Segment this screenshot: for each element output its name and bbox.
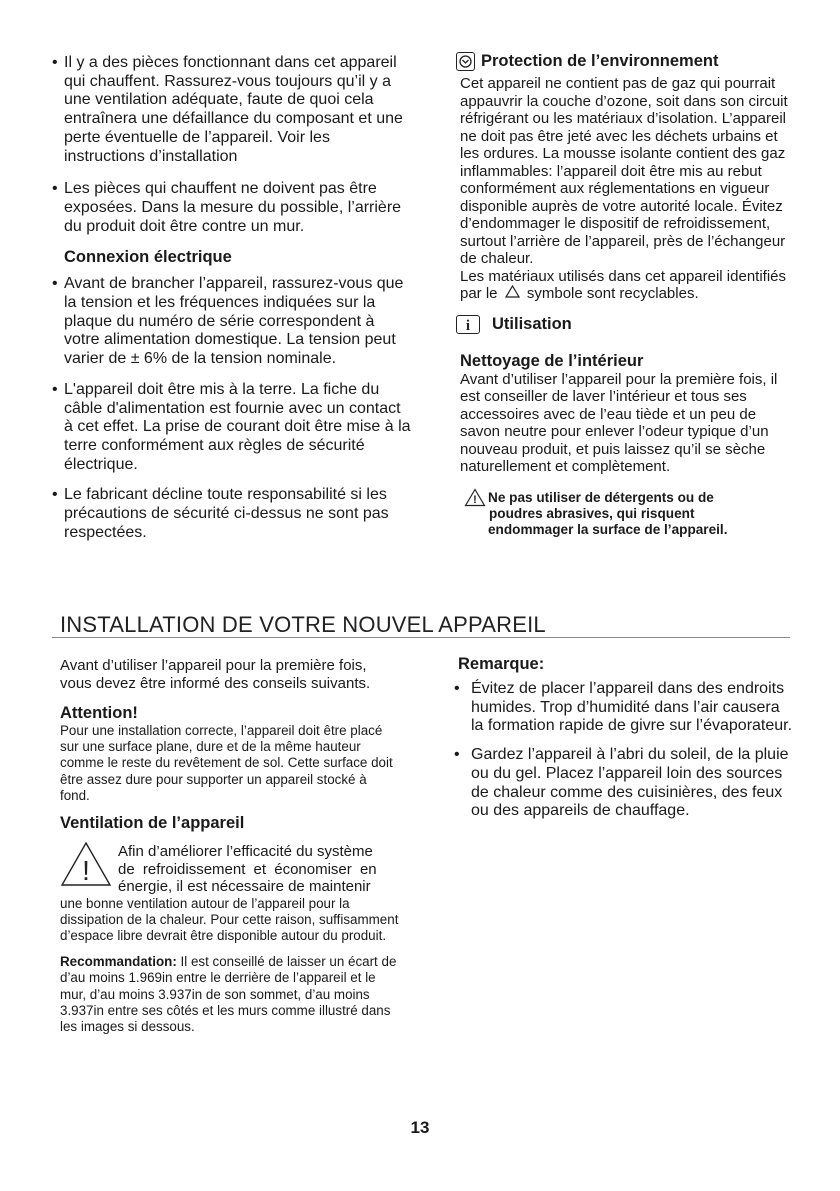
ventilation-heading: Ventilation de l’appareil <box>60 814 245 833</box>
recycle-text-before: Les matériaux utilisés dans cet appareil identifiés par le <box>460 267 787 302</box>
intro-text: Avant d’utiliser l’appareil pour la première fois, vous devez être informé des conseils suivants. <box>60 657 371 692</box>
utilisation-heading-row <box>456 315 791 334</box>
warning-line-3: endommager la surface de l’appareil. <box>488 522 728 538</box>
connexion-bullets <box>52 275 412 542</box>
list-item: • Gardez l’appareil à l’abri du soleil, de la pluie ou du gel. Placez l’appareil loin des sources de chaleur comme des cuisinières, des feux ou des appareils de chauffage. <box>454 746 794 821</box>
list-item: • Avant de brancher l’appareil, rassurez-vous que la tension et les fréquences indiquées sur la plaque du numéro de série correspondent à votre alimentation domestique. La tension peut varier de ± 6% de la tension nominale. <box>52 275 412 369</box>
detergent-warning <box>456 490 791 539</box>
recycle-icon <box>505 285 520 303</box>
env-heading-row <box>456 52 791 71</box>
recommandation-label: Recommandation: <box>60 954 177 970</box>
ventilation-line-1: Afin d’améliorer l’efficacité du système <box>118 843 373 861</box>
page-number: 13 <box>410 1118 430 1137</box>
ventilation-line-2: de refroidissement et économiser en <box>118 860 377 878</box>
attention-heading: Attention! <box>60 704 138 722</box>
recommandation-text <box>60 954 400 1035</box>
list-item: • L'appareil doit être mis à la terre. La fiche du câble d'alimentation est fournie avec un contact à cet effet. La prise de courant doit être mise à la terre conformément aux règles de sécurité électrique. <box>52 381 412 475</box>
svg-text:!: ! <box>82 855 90 887</box>
warning-line-2: poudres abrasives, qui risquent <box>489 505 695 521</box>
env-heading: Protection de l’environnement <box>481 52 719 70</box>
right-top-column <box>456 52 791 539</box>
list-item: • Le fabricant décline toute responsabilité si les précautions de sécurité ci-dessus ne sont pas respectées. <box>52 486 412 542</box>
recycle-text-after: symbole sont recyclables. <box>526 285 699 302</box>
warning-line-1: Ne pas utiliser de détergents ou de <box>488 489 714 505</box>
section-divider <box>52 637 790 638</box>
list-item: • Les pièces qui chauffent ne doivent pas être exposées. Dans la mesure du possible, l’arrière du produit doit être contre un mur. <box>52 180 412 236</box>
env-text: Cet appareil ne contient pas de gaz qui pourrait appauvrir la couche d’ozone, soit dans son circuit réfrigérant ou les matériaux d’isolation. L’appareil ne doit pas être jeté avec les déchets urbains et les ordures. La mousse isolante contient des gaz inflammables: l’appareil doit être mis au rebut conformément aux réglementations en vigueur disponible auprès de votre autorité locale. Évitez d’endommager le dispositif de refroidissement, surtout l’arrière de l’appareil, près de l’échangeur de chaleur. <box>460 75 788 267</box>
list-item: • Il y a des pièces fonctionnant dans cet appareil qui chauffent. Rassurez-vous toujours qu’il y a une ventilation adéquate, faute de quoi cela entraînera une défaillance du composant et une perte éventuelle de l’appareil. Voir les instructions d’installation <box>52 54 412 166</box>
left-top-column <box>52 54 412 542</box>
heat-bullets <box>52 54 412 236</box>
svg-text:i: i <box>465 317 471 333</box>
warning-icon <box>464 488 486 512</box>
warning-icon <box>60 841 112 892</box>
list-item: • Évitez de placer l’appareil dans des endroits humides. Trop d’humidité dans l’air causera la formation rapide de givre sur l’évaporateur. <box>454 680 794 736</box>
left-bottom-column <box>60 657 400 1035</box>
ventilation-text: une bonne ventilation autour de l’appareil pour la dissipation de la chaleur. Pour cette raison, suffisamment d’espace libre devrait être disponible autour du produit. <box>60 895 399 943</box>
info-icon <box>456 315 480 334</box>
svg-text:!: ! <box>473 493 477 506</box>
section-title: INSTALLATION DE VOTRE NOUVEL APPAREIL <box>60 612 546 637</box>
utilisation-heading: Utilisation <box>492 314 572 333</box>
attention-text: Pour une installation correcte, l’appareil doit être placé sur une surface plane, dure et de la même hauteur comme le reste du revêtement de sol. Cette surface doit être assez dure pour supporter un appareil stocké à fond. <box>60 723 393 803</box>
remarque-bullets <box>454 680 794 821</box>
remarque-heading: Remarque: <box>458 655 545 673</box>
connexion-heading: Connexion électrique <box>64 248 232 267</box>
right-bottom-column <box>454 655 794 821</box>
ventilation-line-3: énergie, il est nécessaire de maintenir <box>118 878 371 896</box>
recommandation-body: Il est conseillé de laisser un écart de d’au moins 1.969in entre le derrière de l’appareil et le mur, d’au moins 3.937in de son sommet, d’au moins 3.937in entre ses côtés et les murs comme illustré dans les images si dessous. <box>60 954 397 1034</box>
environment-icon <box>456 52 475 71</box>
nettoyage-text: Avant d’utiliser l’appareil pour la première fois, il est conseiller de laver l’intérieur et tous ses accessoires avec de l’eau tiède et un peu de savon neutre pour enlever l’odeur typique d’un nouveau produit, et puis laissez qu’il se sèche naturellement et complètement. <box>460 370 778 475</box>
nettoyage-heading: Nettoyage de l’intérieur <box>460 351 644 370</box>
ventilation-warning <box>60 843 400 896</box>
recycle-text <box>460 268 791 303</box>
